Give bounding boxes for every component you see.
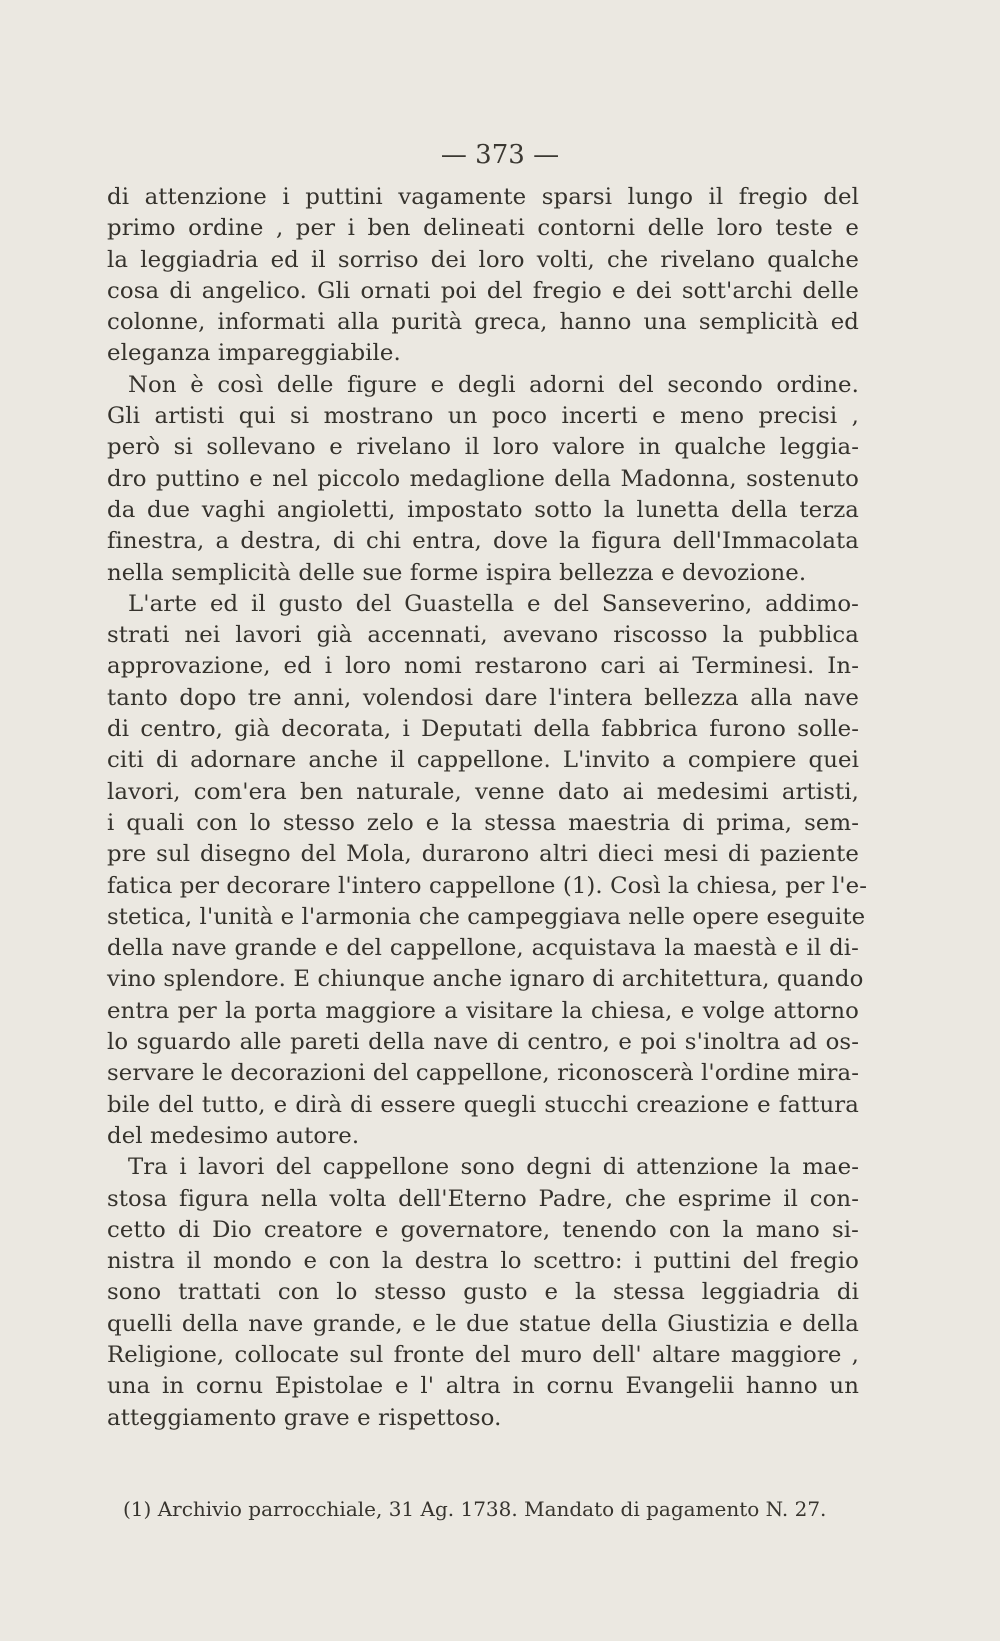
text-line: stosa figura nella volta dell'Eterno Padre, che esprime il con- [107,1185,859,1212]
text-line: colonne, informati alla purità greca, hanno una semplicità ed [107,309,859,336]
text-line: tanto dopo tre anni, volendosi dare l'intera bellezza alla nave [107,684,859,711]
text-line: finestra, a destra, di chi entra, dove la figura dell'Immacolata [107,528,859,555]
text-line: sono trattati con lo stesso gusto e la stessa leggiadria di [107,1279,859,1306]
text-line: atteggiamento grave e rispettoso. [107,1404,502,1431]
text-line: primo ordine , per i ben delineati contorni delle loro teste e [107,215,859,242]
text-line: lavori, com'era ben naturale, venne dato ai medesimi artisti, [107,778,859,805]
text-line: però si sollevano e rivelano il loro valore in qualche leggia- [107,434,859,461]
text-line: bile del tutto, e dirà di essere quegli stucchi creazione e fattura [107,1091,859,1118]
text-line: pre sul disegno del Mola, durarono altri dieci mesi di paziente [107,841,859,868]
text-line: Tra i lavori del cappellone sono degni di attenzione la mae- [128,1154,859,1181]
text-line: servare le decorazioni del cappellone, riconoscerà l'ordine mira- [107,1060,860,1087]
text-line: di attenzione i puttini vagamente sparsi lungo il fregio del [107,184,859,210]
text-line: del medesimo autore. [107,1122,360,1149]
text-line: nistra il mondo e con la destra lo scettro: i puttini del fregio [107,1248,859,1275]
text-line: nella semplicità delle sue forme ispira bellezza e devozione. [107,559,807,586]
text-line: della nave grande e del cappellone, acquistava la maestà e il di- [107,935,859,962]
text-line: i quali con lo stesso zelo e la stessa maestria di prima, sem- [107,809,859,836]
text-line: lo sguardo alle pareti della nave di centro, e poi s'inoltra ad os- [107,1029,859,1056]
body-text [107,182,868,1434]
text-line: strati nei lavori già accennati, avevano riscosso la pubblica [107,622,859,649]
text-line: citi di adornare anche il cappellone. L'invito a compiere quei [107,747,859,774]
text-line: Non è così delle figure e degli adorni del secondo ordine. [128,371,859,398]
text-line: la leggiadria ed il sorriso dei loro volti, che rivelano qualche [107,246,859,273]
footnote: (1) Archivio parrocchiale, 31 Ag. 1738. Mandato di pagamento N. 27. [123,1497,827,1521]
text-line: cetto di Dio creatore e governatore, tenendo con la mano si- [107,1216,859,1243]
text-line: entra per la porta maggiore a visitare la chiesa, e volge attorno [107,997,859,1024]
text-line: eleganza impareggiabile. [107,340,401,367]
text-line: dro puttino e nel piccolo medaglione della Madonna, sostenuto [107,465,859,492]
text-line: da due vaghi angioletti, impostato sotto la lunetta della terza [107,496,859,523]
text-line: vino splendore. E chiunque anche ignaro di architettura, quando [107,966,864,993]
text-line: L'arte ed il gusto del Guastella e del Sanseverino, addimo- [128,590,859,617]
text-line: Gli artisti qui si mostrano un poco incerti e meno precisi , [107,403,859,430]
text-line: stetica, l'unità e l'armonia che campeggiava nelle opere eseguite [107,903,866,930]
text-line: di centro, già decorata, i Deputati della fabbrica furono solle- [107,716,859,743]
text-line: approvazione, ed i loro nomi restarono cari ai Terminesi. In- [107,653,859,680]
text-line: cosa di angelico. Gli ornati poi del fregio e dei sott'archi delle [107,277,859,304]
text-line: fatica per decorare l'intero cappellone (1). Così la chiesa, per l'e- [107,872,868,899]
text-line: Religione, collocate sul fronte del muro dell' altare maggiore , [107,1341,859,1368]
text-line: una in cornu Epistolae e l' altra in cornu Evangelii hanno un [107,1373,859,1400]
text-line: quelli della nave grande, e le due statue della Giustizia e della [107,1310,859,1337]
page-number: — 373 — [440,140,560,170]
